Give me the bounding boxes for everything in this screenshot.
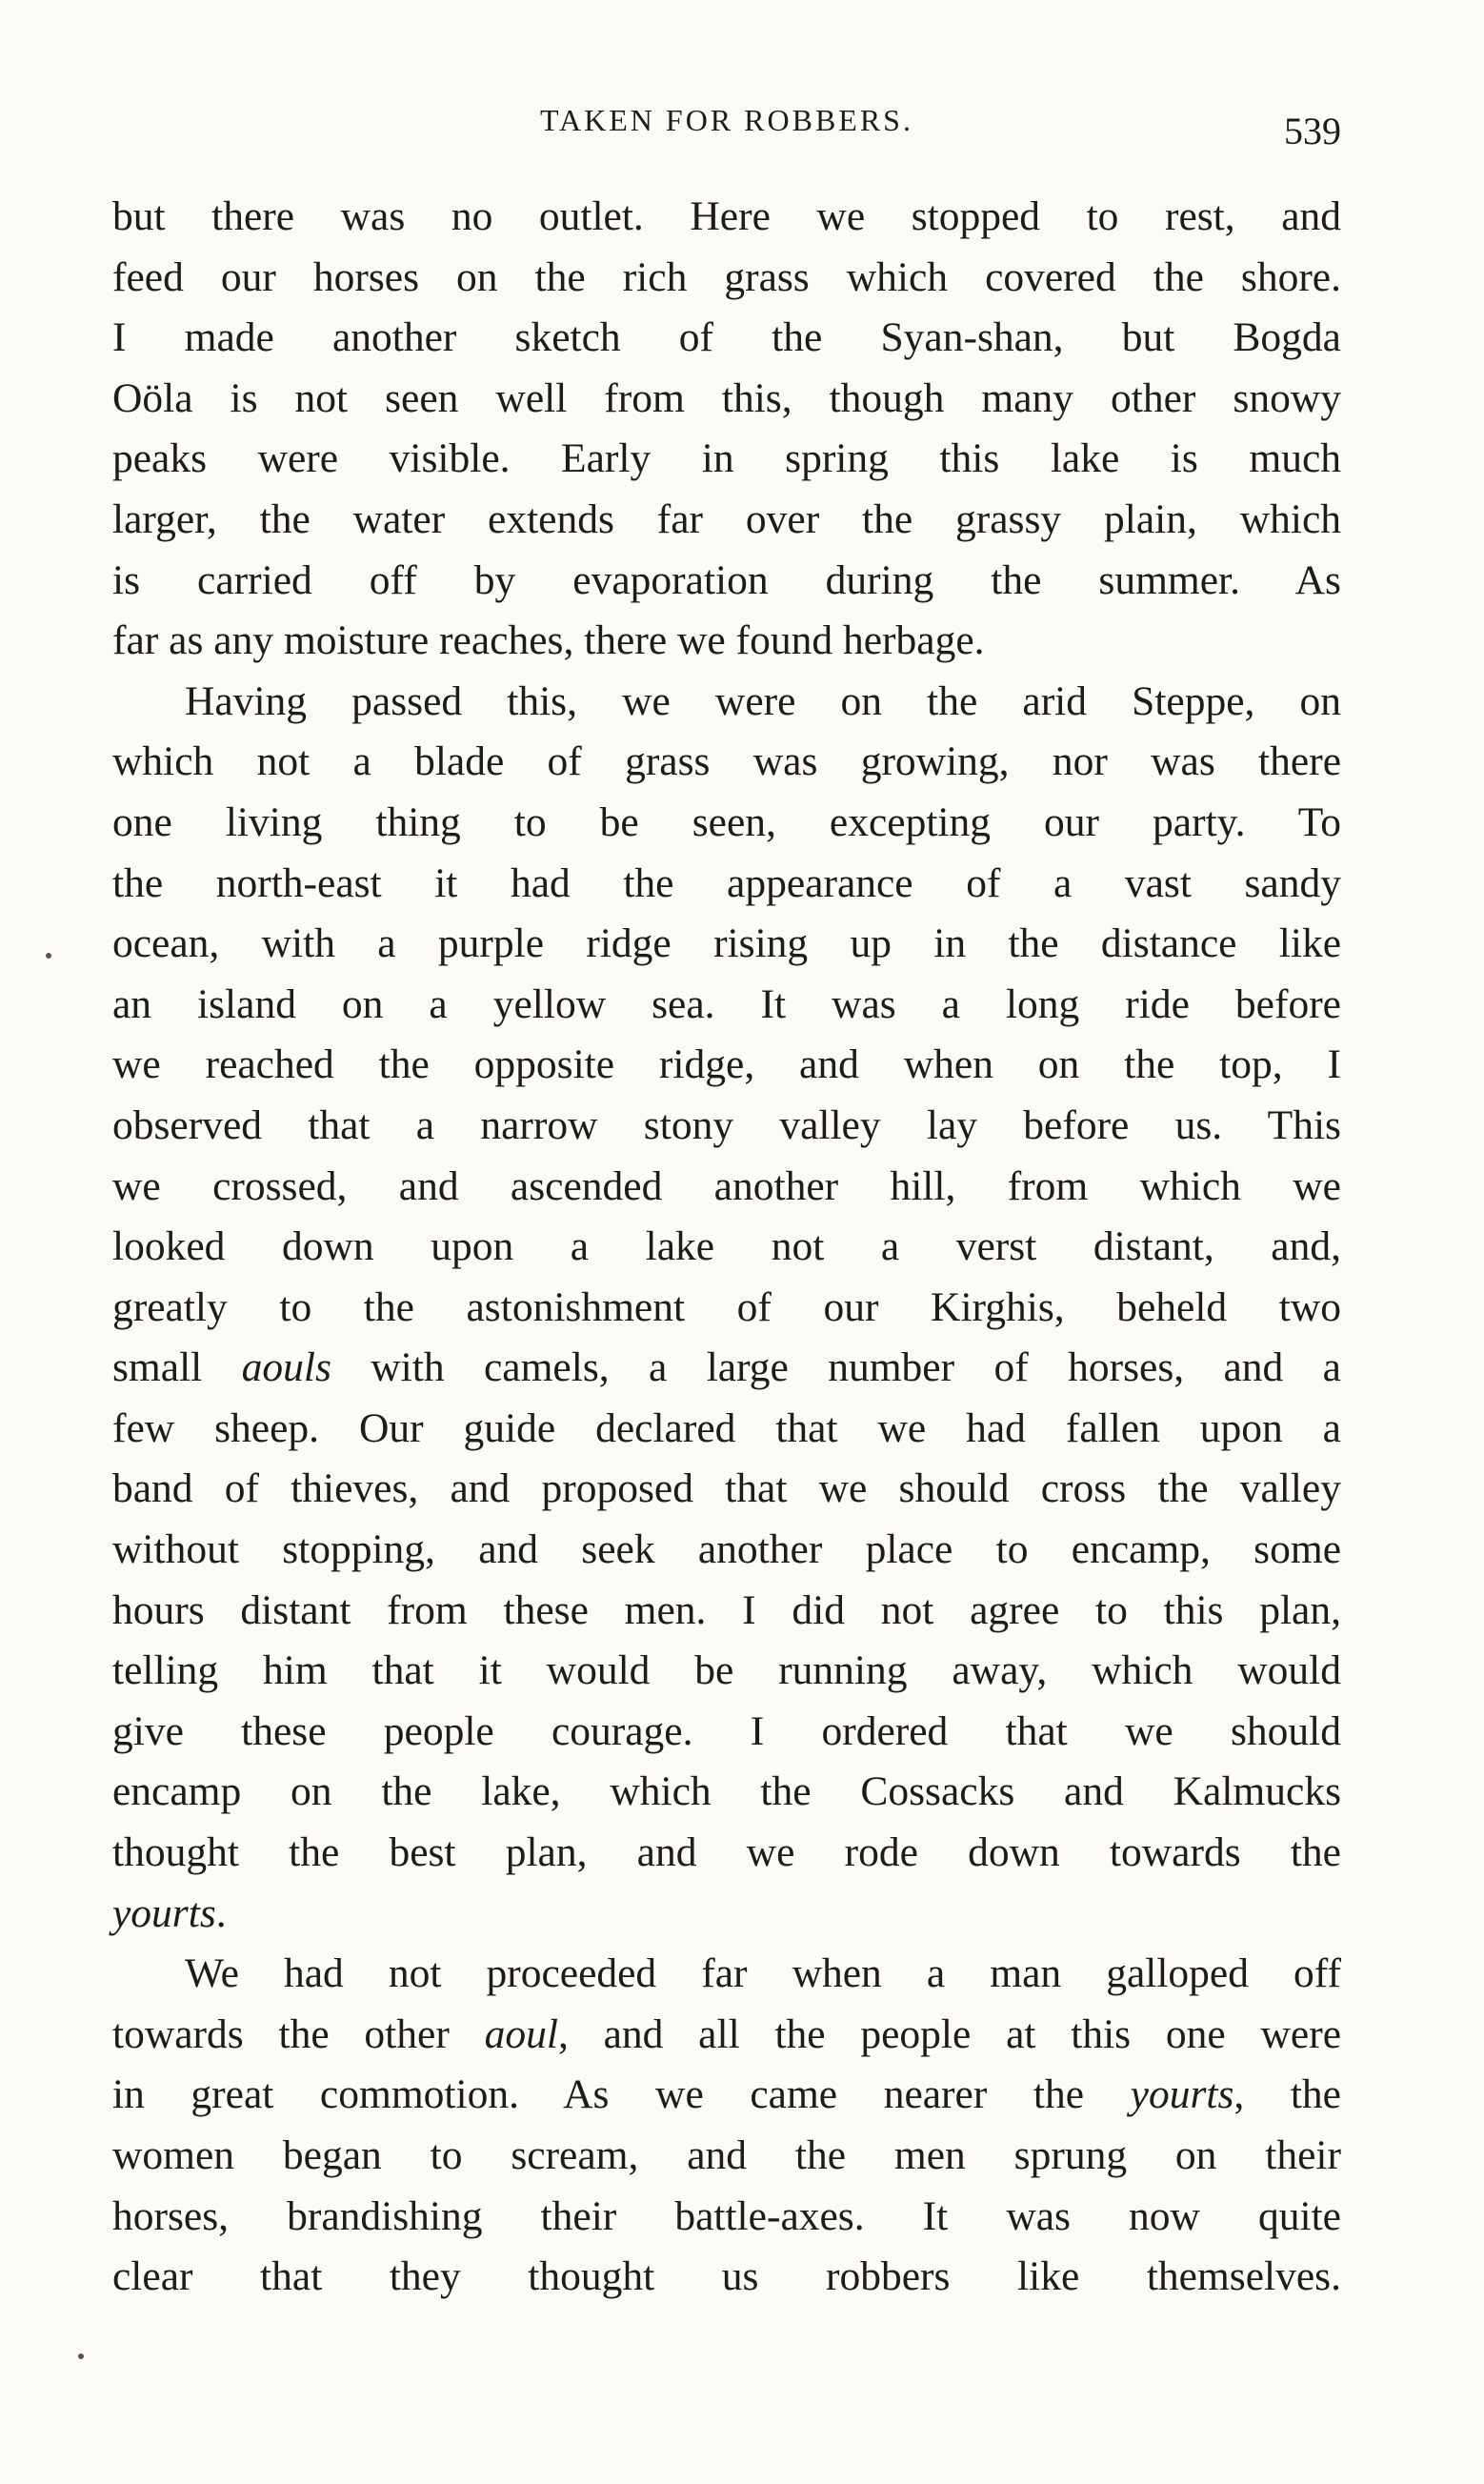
text-run: hours distant from these men. I did not agree to this plan, xyxy=(112,1586,1341,1633)
text-run: in great commotion. As we came nearer the xyxy=(112,2071,1131,2118)
text-run: an island on a yellow sea. It was a long ride before xyxy=(112,980,1341,1027)
text-run: women began to scream, and the men sprung on their xyxy=(112,2132,1341,2178)
italic-term: aouls xyxy=(241,1344,331,1391)
speck-mark xyxy=(78,2353,84,2359)
text-line xyxy=(112,1217,1341,1278)
text-line xyxy=(112,1520,1341,1581)
text-run: , and all the people at this one were xyxy=(557,2010,1341,2057)
text-line xyxy=(112,1884,1341,1945)
text-run: We had not proceeded far when a man galloped off xyxy=(185,1950,1341,1997)
text-run: Oöla is not seen well from this, though many other snowy xyxy=(112,374,1341,421)
text-line xyxy=(112,1338,1341,1399)
text-run: peaks were visible. Early in spring this lake is much xyxy=(112,435,1341,482)
text-line xyxy=(112,672,1341,733)
text-line xyxy=(112,1157,1341,1218)
text-run: looked down upon a lake not a verst distant, and, xyxy=(112,1223,1341,1270)
italic-term: aoul xyxy=(484,2010,558,2057)
text-run: few sheep. Our guide declared that we had fallen upon a xyxy=(112,1404,1341,1451)
text-line xyxy=(112,732,1341,793)
text-line xyxy=(112,2247,1341,2308)
page-number: 539 xyxy=(1284,110,1341,152)
text-line xyxy=(112,429,1341,490)
text-run: with camels, a large number of horses, and a xyxy=(331,1344,1341,1391)
text-line xyxy=(112,975,1341,1036)
text-run: but there was no outlet. Here we stopped to rest, and xyxy=(112,193,1341,239)
text-line xyxy=(112,2005,1341,2066)
text-line xyxy=(112,551,1341,612)
text-run: horses, brandishing their battle-axes. It was now quite xyxy=(112,2192,1341,2239)
running-header xyxy=(112,95,1341,152)
text-line xyxy=(112,369,1341,430)
text-run: without stopping, and seek another place to encamp, some xyxy=(112,1526,1341,1573)
text-run: , the xyxy=(1233,2071,1341,2118)
text-run: we crossed, and ascended another hill, from which we xyxy=(112,1162,1341,1209)
text-line xyxy=(112,248,1341,309)
text-line xyxy=(112,1096,1341,1157)
italic-term: yourts xyxy=(112,1889,216,1936)
text-run: Having passed this, we were on the arid Steppe, on xyxy=(185,677,1341,724)
text-run: encamp on the lake, which the Cossacks and Kalmucks xyxy=(112,1768,1341,1815)
text-run: one living thing to be seen, excepting our party. To xyxy=(112,798,1341,845)
text-line xyxy=(112,1944,1341,2005)
text-line xyxy=(112,1641,1341,1702)
text-run: clear that they thought us robbers like themselves. xyxy=(112,2253,1341,2300)
text-line xyxy=(112,1459,1341,1520)
text-line xyxy=(112,1278,1341,1339)
text-run: give these people courage. I ordered that we should xyxy=(112,1707,1341,1754)
text-run: greatly to the astonishment of our Kirghis, beheld two xyxy=(112,1283,1341,1330)
text-run: band of thieves, and proposed that we should cross the valley xyxy=(112,1465,1341,1512)
text-line xyxy=(112,611,1341,672)
text-run: ocean, with a purple ridge rising up in the distance like xyxy=(112,920,1341,967)
text-line xyxy=(112,793,1341,854)
text-line xyxy=(112,1035,1341,1096)
text-line xyxy=(112,2187,1341,2248)
text-line xyxy=(112,2065,1341,2126)
text-run: towards the other xyxy=(112,2010,485,2057)
text-run: I made another sketch of the Syan-shan, but Bogda xyxy=(112,314,1341,361)
text-run: telling him that it would be running away, which would xyxy=(112,1647,1341,1694)
text-line xyxy=(112,914,1341,975)
text-line xyxy=(112,1823,1341,1884)
text-run: larger, the water extends far over the grassy plain, which xyxy=(112,495,1341,542)
text-run: . xyxy=(215,1889,227,1936)
text-line xyxy=(112,1762,1341,1823)
text-line xyxy=(112,1581,1341,1642)
text-line xyxy=(112,490,1341,551)
text-run: small xyxy=(112,1344,242,1391)
text-run: thought the best plan, and we rode down towards the xyxy=(112,1829,1341,1876)
text-run: which not a blade of grass was growing, nor was there xyxy=(112,738,1341,785)
body-text xyxy=(112,187,1341,2308)
text-line xyxy=(112,1399,1341,1460)
running-title: TAKEN FOR ROBBERS. xyxy=(540,103,913,137)
text-run: we reached the opposite ridge, and when on the top, I xyxy=(112,1041,1341,1088)
text-run: feed our horses on the rich grass which covered the shore. xyxy=(112,253,1341,300)
text-run: far as any moisture reaches, there we found herbage. xyxy=(112,617,985,664)
text-line xyxy=(112,308,1341,369)
speck-mark xyxy=(46,953,51,959)
text-line xyxy=(112,1702,1341,1763)
text-run: is carried off by evaporation during the summer. As xyxy=(112,556,1341,603)
italic-term: yourts xyxy=(1130,2071,1234,2118)
text-line xyxy=(112,854,1341,915)
text-line xyxy=(112,2126,1341,2187)
text-run: observed that a narrow stony valley lay before us. This xyxy=(112,1101,1341,1148)
text-run: the north-east it had the appearance of a vast sandy xyxy=(112,859,1341,906)
text-line xyxy=(112,187,1341,248)
